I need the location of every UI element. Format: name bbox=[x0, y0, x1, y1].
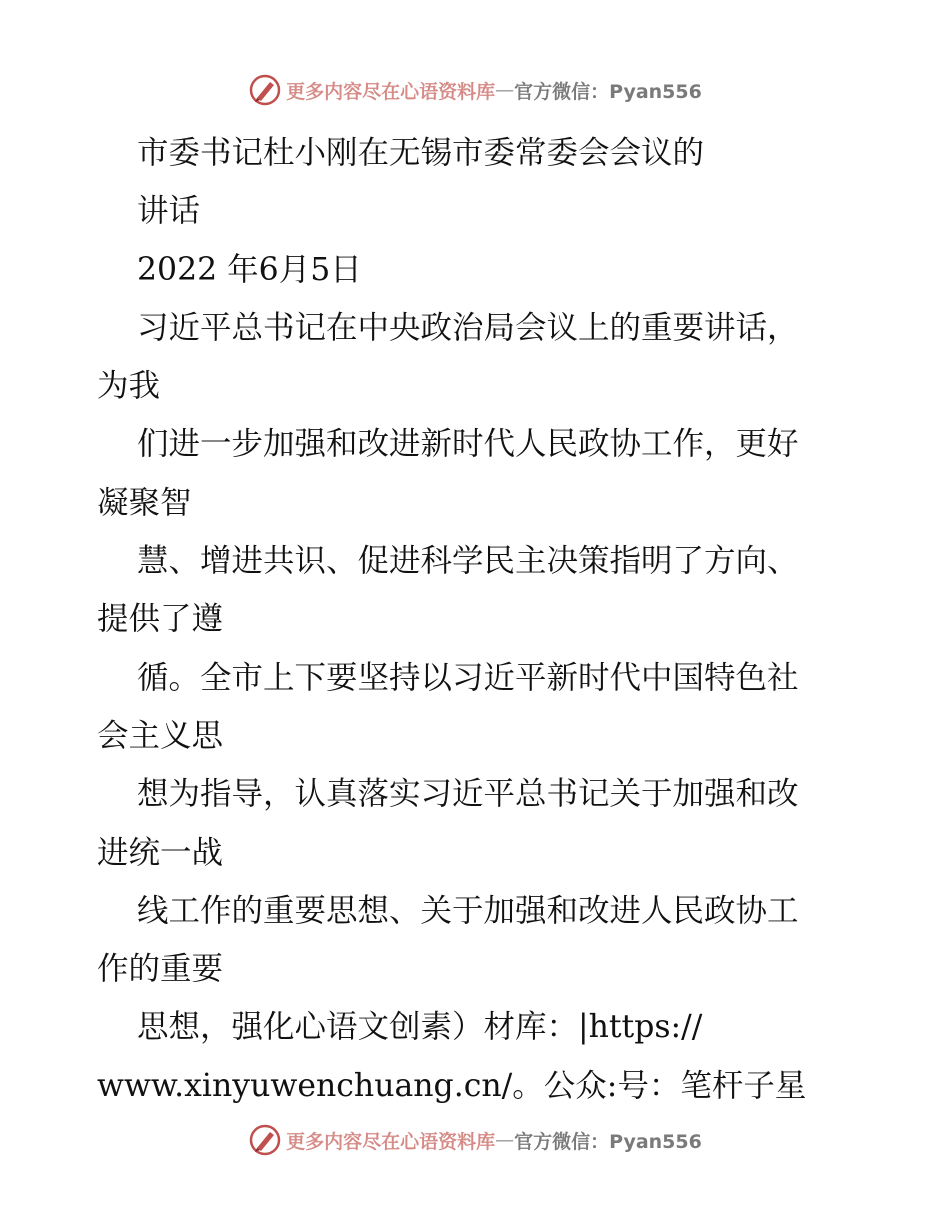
date-line: 2022 年6月5日 bbox=[137, 251, 362, 288]
paragraph-line: 循。全市上下要坚持以习近平新时代中国特色社 bbox=[137, 659, 799, 696]
paragraph-line: 提供了遵 bbox=[97, 601, 224, 638]
paragraph-line: 进统一战 bbox=[97, 834, 224, 871]
pen-circle-icon bbox=[248, 73, 282, 107]
header-watermark bbox=[0, 70, 950, 110]
document-body bbox=[0, 124, 950, 1115]
paragraph-line: 们进一步加强和改进新时代人民政协工作，更好 bbox=[137, 426, 799, 463]
paragraph-line: 凝聚智 bbox=[97, 484, 192, 521]
paragraph-line: www.xinyuwenchuang.cn/。公众:号：笔杆子星 bbox=[97, 1067, 807, 1104]
watermark-separator: — bbox=[495, 1129, 515, 1151]
paragraph-line: 线工作的重要思想、关于加强和改进人民政协工 bbox=[137, 892, 799, 929]
footer-watermark bbox=[0, 1120, 950, 1160]
pen-circle-icon bbox=[248, 1123, 282, 1157]
watermark-wechat: 官方微信：Pyan556 bbox=[514, 1130, 702, 1153]
paragraph-line: 为我 bbox=[97, 368, 161, 405]
title-line-2: 讲话 bbox=[137, 193, 201, 230]
paragraph-line: 作的重要 bbox=[97, 951, 224, 988]
paragraph-line: 会主义思 bbox=[97, 717, 224, 754]
watermark-text: 更多内容尽在心语资料库 bbox=[286, 80, 496, 103]
paragraph-line: 慧、增进共识、促进科学民主决策指明了方向、 bbox=[137, 543, 799, 580]
watermark-separator: — bbox=[495, 79, 515, 101]
paragraph-line: 想为指导，认真落实习近平总书记关于加强和改 bbox=[137, 776, 799, 813]
watermark-wechat: 官方微信：Pyan556 bbox=[514, 80, 702, 103]
watermark-text: 更多内容尽在心语资料库 bbox=[286, 1130, 496, 1153]
title-line-1: 市委书记杜小刚在无锡市委常委会会议的 bbox=[137, 135, 705, 171]
paragraph-line: 习近平总书记在中央政治局会议上的重要讲话， bbox=[137, 309, 799, 346]
paragraph-line: 思想，强化心语文创素）材库：|https:// bbox=[137, 1009, 703, 1046]
